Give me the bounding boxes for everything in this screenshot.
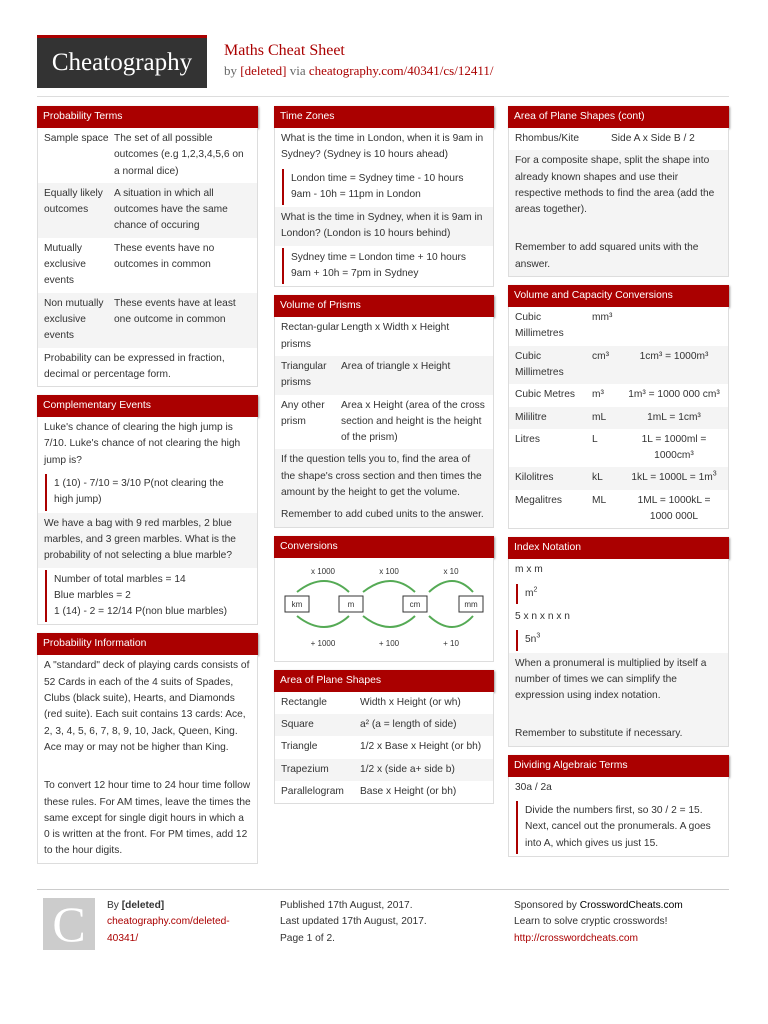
- definition: The set of all possible outcomes (e.g 1,2,3,4,5,6 on a normal dice): [114, 133, 244, 177]
- expression: 5 x n x n x n: [515, 610, 570, 622]
- superscript: 3: [536, 632, 541, 640]
- author-name[interactable]: [deleted]: [121, 900, 165, 911]
- table-row: [275, 781, 493, 803]
- conversion: 1L = 1000ml = 1000cm³: [641, 433, 707, 462]
- box-title: Dividing Algebraic Terms: [508, 755, 729, 777]
- unit-symbol: kL: [592, 472, 603, 484]
- conversions-box: [274, 536, 494, 662]
- box-title: Index Notation: [508, 537, 729, 559]
- author-avatar[interactable]: C: [43, 898, 95, 950]
- unit-symbol: m³: [592, 389, 604, 401]
- page-number: Page 1 of 2.: [280, 932, 335, 944]
- shape: Parallelogram: [281, 785, 344, 797]
- formula: 1/2 x (side a+ side b): [360, 763, 455, 775]
- table-row: [509, 384, 728, 406]
- note: Remember to add cubed units to the answer.: [275, 504, 493, 526]
- multiply-label: x 1000: [310, 566, 336, 576]
- answer-line: Number of total marbles = 14: [54, 573, 186, 585]
- unit-name: Mililitre: [515, 411, 547, 423]
- conversion: 1ML = 1000kL = 1000 000L: [637, 494, 711, 523]
- definition: Area x Height (area of the cross section and height is the height of the prism): [341, 399, 485, 444]
- term: Any other prism: [281, 399, 325, 427]
- superscript: 3: [712, 471, 717, 479]
- unit-name: Cubic Millimetres: [515, 350, 564, 378]
- column-2: [274, 106, 494, 812]
- divide-label: + 1000: [310, 638, 336, 648]
- box-title: Volume of Prisms: [274, 295, 494, 317]
- definition: These events have no outcomes in common: [114, 242, 215, 271]
- expression: 30a / 2a: [515, 781, 552, 793]
- result: [516, 630, 722, 650]
- column-3: [508, 106, 729, 865]
- answer: London time = Sydney time - 10 hours 9am - 10h = 11pm in London: [282, 169, 487, 206]
- result-text: 5n: [525, 634, 537, 646]
- unit-symbol: cm³: [592, 350, 609, 362]
- formula: 1/2 x Base x Height (or bh): [360, 741, 482, 753]
- via-label: via: [289, 63, 306, 78]
- note: If the question tells you to, find the area of the shape's cross section and then times the amount by the height to get the volume.: [275, 449, 493, 504]
- box-title: Time Zones: [274, 106, 494, 128]
- arrow-cm-to-m: [363, 616, 415, 627]
- multiply-label: x 10: [443, 566, 459, 576]
- answer-line: Blue marbles = 2: [54, 589, 131, 601]
- author-profile-link[interactable]: cheatography.com/deleted-40341/: [107, 916, 230, 944]
- table-row: [275, 356, 493, 395]
- term: Rectan-gular prisms: [281, 322, 340, 350]
- table-row: [509, 346, 728, 385]
- unit-symbol: L: [592, 433, 598, 445]
- definition: A situation in which all outcomes have the same chance of occuring: [114, 187, 228, 232]
- result: [516, 584, 722, 604]
- byline: [224, 63, 493, 79]
- unit-label: m: [347, 599, 355, 609]
- table-row: [275, 692, 493, 714]
- table-row: [38, 128, 257, 183]
- volume-capacity-box: [508, 285, 729, 529]
- author-link[interactable]: [deleted]: [240, 63, 287, 78]
- box-title: Conversions: [274, 536, 494, 558]
- probability-information-box: [37, 633, 258, 863]
- box-title: Area of Plane Shapes (cont): [508, 106, 729, 128]
- question: Luke's chance of clearing the high jump is 7/10. Luke's chance of not clearing the high jump is?: [44, 422, 241, 466]
- index-notation-box: [508, 537, 729, 746]
- conversion: 1mL = 1cm³: [647, 411, 701, 423]
- shape: Rhombus/Kite: [515, 133, 579, 144]
- paragraph: To convert 12 hour time to 24 hour time follow these rules. For AM times, leave the times the same except for single digit hours in which a 0 is written at the front. For PM times, add 12 to the hour digits.: [44, 780, 251, 857]
- footer-sponsor: [514, 898, 729, 947]
- table-row: [275, 714, 493, 736]
- box-title: Probability Terms: [37, 106, 258, 128]
- by-label: By: [107, 900, 119, 911]
- unit-symbol: ML: [592, 494, 607, 506]
- unit-symbol: mm³: [592, 312, 613, 324]
- divide-label: + 100: [378, 638, 400, 648]
- unit-name: Litres: [515, 433, 540, 445]
- sponsored-label: Sponsored by: [514, 900, 577, 911]
- header-divider: [37, 96, 729, 97]
- unit-label: mm: [464, 599, 478, 609]
- arrow-m-to-km: [297, 616, 349, 627]
- multiply-label: x 100: [379, 566, 399, 576]
- arrow-km-to-m: [297, 581, 349, 592]
- definition: Length x Width x Height: [341, 322, 450, 334]
- table-row: [275, 759, 493, 781]
- arrow-m-to-cm: [363, 581, 415, 592]
- table-row: [509, 490, 728, 529]
- expression: m x m: [515, 564, 543, 576]
- area-of-plane-shapes-box: [274, 670, 494, 804]
- table-row: [509, 307, 728, 346]
- note: Remember to add squared units with the answer.: [509, 237, 728, 276]
- box-title: Volume and Capacity Conversions: [508, 285, 729, 307]
- question: What is the time in Sydney, when it is 9am in London? (London is 10 hours behind): [275, 207, 493, 246]
- superscript: 2: [533, 586, 538, 594]
- footer-divider: [37, 889, 729, 890]
- note: For a composite shape, split the shape into already known shapes and use their respective methods to find the area (add the areas together).: [509, 150, 728, 221]
- time-zones-box: [274, 106, 494, 287]
- box-title: Area of Plane Shapes: [274, 670, 494, 692]
- conversion-diagram: [275, 562, 493, 654]
- table-row: [509, 467, 728, 489]
- unit-symbol: mL: [592, 411, 607, 423]
- shape: Square: [281, 718, 314, 730]
- table-row: [38, 293, 257, 348]
- unit-name: Cubic Metres: [515, 389, 576, 401]
- complementary-events-box: [37, 395, 258, 625]
- divide-label: + 10: [443, 638, 459, 648]
- term: Triangular prisms: [281, 360, 327, 389]
- arrow-cm-to-mm: [429, 581, 473, 592]
- formula: Side A x Side B / 2: [611, 133, 695, 144]
- term: Mutually exclusive events: [44, 242, 86, 287]
- arrow-mm-to-cm: [429, 616, 473, 627]
- table-row: [509, 407, 728, 429]
- table-row: [38, 183, 257, 238]
- unit-label: km: [291, 599, 303, 609]
- unit-name: Megalitres: [515, 494, 562, 506]
- answer: [45, 570, 251, 623]
- box-title: Probability Information: [37, 633, 258, 655]
- conversion: [626, 310, 722, 343]
- page-title: Maths Cheat Sheet: [224, 42, 345, 59]
- shape: Rectangle: [281, 696, 327, 708]
- table-row: [509, 128, 728, 150]
- box-title: Complementary Events: [37, 395, 258, 417]
- published-date: Published 17th August, 2017.: [280, 900, 413, 911]
- unit-name: Cubic Millimetres: [515, 312, 564, 340]
- sheet-url-link[interactable]: cheatography.com/40341/cs/12411/: [308, 63, 494, 78]
- answer: 1 (10) - 7/10 = 3/10 P(not clearing the high jump): [45, 474, 251, 511]
- term: Sample space: [44, 133, 109, 144]
- unit-label: cm: [409, 599, 421, 609]
- formula: a² (a = length of side): [360, 718, 457, 730]
- dividing-algebraic-terms-box: [508, 755, 729, 857]
- explanation: Divide the numbers first, so 30 / 2 = 15. Next, cancel out the pronumerals. A goes into A, which gives us just 15.: [516, 801, 722, 854]
- definition: Area of triangle x Height: [341, 360, 451, 372]
- answer-line: 1 (14) - 2 = 12/14 P(non blue marbles): [54, 606, 227, 618]
- unit-name: Kilolitres: [515, 472, 554, 484]
- table-row: [38, 238, 257, 293]
- footer-author: [107, 898, 257, 947]
- conversion: [626, 470, 722, 486]
- table-row: [275, 317, 493, 356]
- table-row: [509, 429, 728, 468]
- result-text: m: [525, 587, 534, 599]
- term: Non mutually exclusive events: [44, 297, 104, 342]
- sponsor-name[interactable]: CrosswordCheats.com: [579, 900, 683, 911]
- by-label: by: [224, 63, 237, 78]
- shape: Triangle: [281, 741, 318, 753]
- shape: Trapezium: [281, 763, 329, 775]
- area-of-plane-shapes-cont-box: [508, 106, 729, 277]
- paragraph: A "standard" deck of playing cards consists of 52 Cards in each of the 4 suits of Spades, Clubs (black suite), Hearts, and Diamonds (red suite). Each suit contains 13 cards: Ace, 2, 3, 4, 5, 6, 7, 8, 9, 10, Jack, Queen, King. Ace may or may not be higher than King.: [44, 660, 250, 753]
- term: Equally likely outcomes: [44, 187, 103, 216]
- note: Remember to substitute if necessary.: [509, 723, 728, 745]
- answer: Sydney time = London time + 10 hours 9am + 10h = 7pm in Sydney: [282, 248, 487, 285]
- question: What is the time in London, when it is 9am in Sydney? (Sydney is 10 hours ahead): [281, 133, 484, 161]
- definition: These events have at least one outcome in common: [114, 297, 236, 325]
- sponsor-link[interactable]: http://crosswordcheats.com: [514, 932, 638, 944]
- column-1: [37, 106, 258, 872]
- conversion: 1cm³ = 1000m³: [639, 350, 709, 362]
- conversion-text: 1kL = 1000L = 1m: [631, 472, 713, 484]
- updated-date: Last updated 17th August, 2017.: [280, 916, 427, 928]
- formula: Width x Height (or wh): [360, 696, 461, 708]
- note: Probability can be expressed in fraction, decimal or percentage form.: [44, 352, 225, 380]
- table-row: [275, 736, 493, 758]
- site-logo[interactable]: Cheatography: [37, 35, 207, 88]
- question: We have a bag with 9 red marbles, 2 blue marbles, and 3 green marbles. What is the probability of not selecting a blue marble?: [38, 513, 257, 568]
- volume-of-prisms-box: [274, 295, 494, 527]
- probability-terms-box: [37, 106, 258, 387]
- note: When a pronumeral is multiplied by itself a number of times we can simplify the expression using index notation.: [509, 653, 728, 708]
- footer-dates: [280, 898, 480, 947]
- table-row: [275, 395, 493, 450]
- conversion: 1m³ = 1000 000 cm³: [628, 389, 720, 401]
- sponsor-tagline: Learn to solve cryptic crosswords!: [514, 916, 668, 928]
- formula: Base x Height (or bh): [360, 785, 457, 797]
